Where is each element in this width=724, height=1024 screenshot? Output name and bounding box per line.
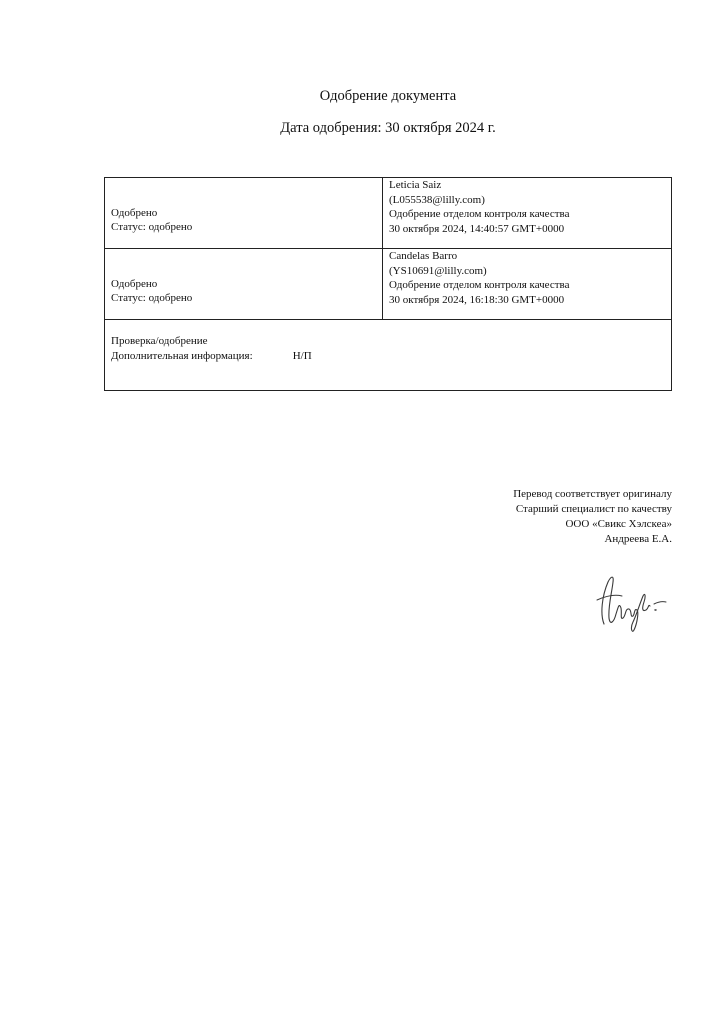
review-row	[105, 320, 672, 391]
additional-info-label: Дополнительная информация:	[111, 349, 253, 362]
document-title: Одобрение документа	[319, 88, 457, 104]
handwritten-signature	[592, 566, 674, 636]
certifier-company: ООО «Свикс Хэлскеа»	[565, 518, 672, 530]
translation-certification	[513, 487, 672, 547]
approver-details-cell	[383, 249, 672, 320]
review-heading: Проверка/одобрение	[111, 335, 208, 347]
approver-email: (YS10691@lilly.com)	[389, 264, 487, 277]
approval-decision: Одобрено	[111, 277, 158, 290]
additional-info-value: Н/П	[292, 349, 312, 362]
approver-details-cell	[383, 178, 672, 249]
approval-date-line: Дата одобрения: 30 октября 2024 г.	[280, 120, 496, 136]
additional-info-row	[111, 349, 665, 364]
approval-status: Статус: одобрено	[111, 292, 193, 304]
approval-decision: Одобрено	[111, 206, 158, 219]
approver-role: Одобрение отделом контроля качества	[389, 208, 570, 220]
approval-status: Статус: одобрено	[111, 221, 193, 233]
approval-table	[104, 177, 672, 391]
approval-timestamp: 30 октября 2024, 16:18:30 GMT+0000	[389, 293, 565, 306]
certification-statement: Перевод соответствует оригиналу	[513, 488, 672, 500]
approver-role: Одобрение отделом контроля качества	[389, 279, 570, 291]
approval-timestamp: 30 октября 2024, 14:40:57 GMT+0000	[389, 222, 565, 235]
approver-name: Leticia Saiz	[389, 179, 442, 191]
approval-status-cell	[105, 249, 383, 320]
approver-name: Candelas Barro	[389, 250, 458, 262]
approval-row	[105, 178, 672, 249]
approval-row	[105, 249, 672, 320]
review-info-cell	[105, 320, 672, 391]
certifier-position: Старший специалист по качеству	[515, 503, 672, 515]
certifier-name: Андреева Е.А.	[604, 533, 672, 545]
approval-status-cell	[105, 178, 383, 249]
approver-email: (L055538@lilly.com)	[389, 193, 485, 206]
